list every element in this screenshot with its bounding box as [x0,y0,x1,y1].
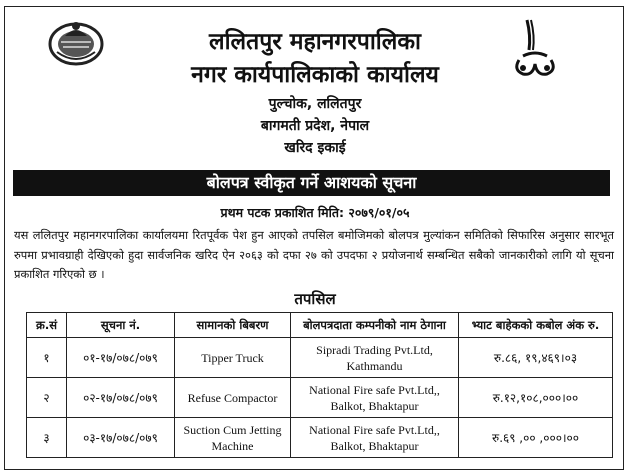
col-sn: क्र.सं [27,313,67,338]
notice-body: यस ललितपुर महानगरपालिका कार्यालयमा रितपूर्वक पेश हुन आएको तपसिल बमोजिमको बोलपत्र मुल्यांकन समितिको सिफारिस अनुसार सारभूत रुपमा प्रभावग्राही देखिएको हुदा सार्वजनिक खरिद ऐन २०६३ को दफा २७ को उपदफा २ प्रयोजनार्थ सम्बन्धित सबैको जानकारीको लागि यो सूचना प्रकाशित गरिएको छ । [14,228,614,281]
procurement-unit: खरिद इकाई [284,140,346,156]
table-row [27,338,613,378]
publish-date: प्रथम पटक प्रकाशित मिति: २०७९/०१/०५ [220,205,410,220]
col-amount: भ्याट बाहेकको कबोल अंक रु. [459,313,613,338]
cell-item: Refuse Compactor [175,378,291,418]
cell-notice-no: ०२-१७/०७८/०७९ [67,378,175,418]
cell-amount: रु.६९ ,०० ,०००।०० [459,418,613,458]
cell-sn: ३ [27,418,67,458]
office-name: नगर कार्यपालिकाको कार्यालय [191,62,439,88]
cell-amount: रु.१२,१०८,०००।०० [459,378,613,418]
table-row [27,378,613,418]
cell-sn: १ [27,338,67,378]
cell-notice-no: ०३-१७/०७८/०७९ [67,418,175,458]
cell-item: Tipper Truck [175,338,291,378]
col-item: सामानको बिबरण [175,313,291,338]
cell-notice-no: ०१-१७/०७८/०७९ [67,338,175,378]
cell-sn: २ [27,378,67,418]
org-name: ललितपुर महानगरपालिका [209,29,421,55]
col-bidder: बोलपत्रदाता कम्पनीको नाम ठेगाना [291,313,459,338]
cell-bidder: Sipradi Trading Pvt.Ltd, Kathmandu [291,338,459,378]
cell-bidder: National Fire safe Pvt.Ltd,, Balkot, Bhaktapur [291,378,459,418]
col-notice-no: सूचना नं. [67,313,175,338]
cell-bidder: National Fire safe Pvt.Ltd,, Balkot, Bhaktapur [291,418,459,458]
cell-amount: रु.८६, १९,४६९।०३ [459,338,613,378]
province-line: बागमती प्रदेश, नेपाल [260,118,370,134]
notice-title-bar: बोलपत्र स्वीकृत गर्ने आशयको सूचना [13,170,610,196]
address-line: पुल्चोक, ललितपुर [268,96,362,112]
details-heading: तपसिल [294,290,336,308]
table-row [27,418,613,458]
cell-item: Suction Cum Jetting Machine [175,418,291,458]
bid-table [26,312,613,458]
table-header-row [27,313,613,338]
